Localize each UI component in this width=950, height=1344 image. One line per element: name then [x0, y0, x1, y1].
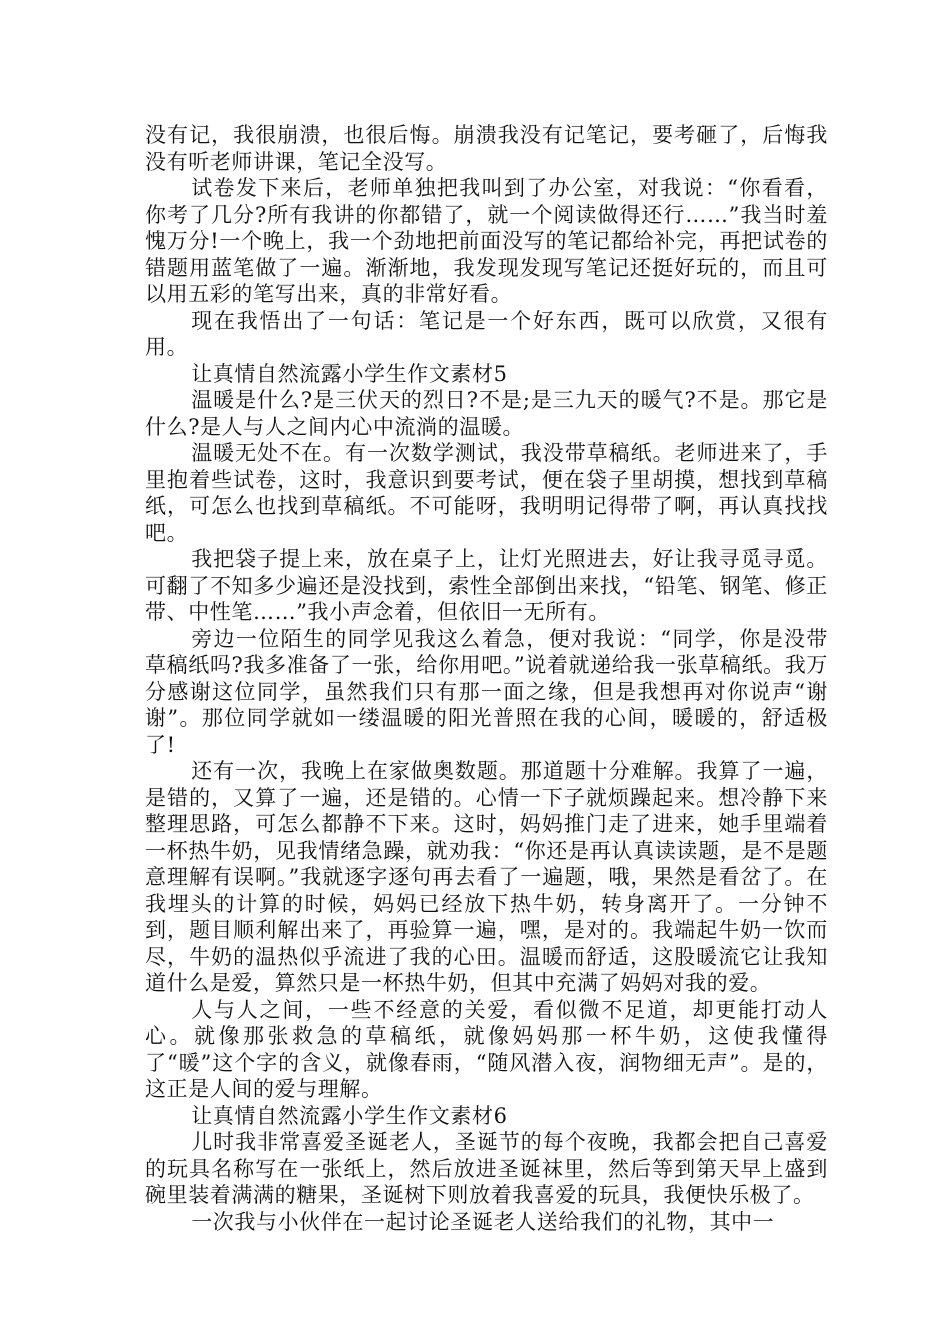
paragraph: 我把袋子提上来，放在桌子上，让灯光照进去，好让我寻觅寻觅。可翻了不知多少遍还是没找到，索性全部倒出来找，“铅笔、钢笔、修正带、中性笔……”我小声念着，但依旧一无所有。 — [145, 547, 828, 624]
document-body — [145, 122, 828, 1235]
paragraph: 旁边一位陌生的同学见我这么着急，便对我说：“同学，你是没带草稿纸吗?我多准备了一张，给你用吧。”说着就递给我一张草稿纸。我万分感谢这位同学，虽然我们只有那一面之缘，但是我想再对你说声“谢谢”。那位同学就如一缕温暖的阳光普照在我的心间，暖暖的，舒适极了! — [145, 626, 828, 757]
paragraph: 现在我悟出了一句话：笔记是一个好东西，既可以欣赏，又很有用。 — [145, 308, 828, 359]
paragraph: 人与人之间，一些不经意的关爱，看似微不足道，却更能打动人心。就像那张救急的草稿纸，就像妈妈那一杯牛奶，这使我懂得了“暖”这个字的含义，就像春雨，“随风潜入夜，润物细无声”。是的，这正是人间的爱与理解。 — [145, 997, 828, 1101]
paragraph: 没有记，我很崩溃，也很后悔。崩溃我没有记笔记，要考砸了，后悔我没有听老师讲课，笔记全没写。 — [145, 123, 828, 174]
paragraph: 儿时我非常喜爱圣诞老人，圣诞节的每个夜晚，我都会把自己喜爱的玩具名称写在一张纸上，然后放进圣诞袜里，然后等到第天早上盛到碗里装着满满的糖果，圣诞树下则放着我喜爱的玩具，我便快乐极了。 — [145, 1130, 828, 1207]
paragraph: 还有一次，我晚上在家做奥数题。那道题十分难解。我算了一遍，是错的，又算了一遍，还是错的。心情一下子就烦躁起来。想冷静下来整理思路，可怎么都静不下来。这时，妈妈推门走了进来，她手里端着一杯热牛奶，见我情绪急躁，就劝我：“你还是再认真读读题，是不是题意理解有误啊。”我就逐字逐句再去看了一遍题，哦，果然是看岔了。在我埋头的计算的时候，妈妈已经放下热牛奶，转身离开了。一分钟不到，题目顺利解出来了，再验算一遍，嘿，是对的。我端起牛奶一饮而尽，牛奶的温热似乎流进了我的心田。温暖而舒适，这股暖流它让我知道什么是爱，算然只是一杯热牛奶，但其中充满了妈妈对我的爱。 — [145, 759, 828, 995]
paragraph: 温暖无处不在。有一次数学测试，我没带草稿纸。老师进来了，手里抱着些试卷，这时，我意识到要考试，便在袋子里胡摸，想找到草稿纸，可怎么也找到草稿纸。不可能呀，我明明记得带了啊，再认真找找吧。 — [145, 441, 828, 545]
paragraph: 一次我与小伙伴在一起讨论圣诞老人送给我们的礼物，其中一 — [191, 1209, 775, 1234]
paragraph: 温暖是什么?是三伏天的烈日?不是;是三九天的暖气?不是。那它是什么?是人与人之间内心中流淌的温暖。 — [145, 388, 828, 439]
section-heading: 让真情自然流露小学生作文素材5 — [191, 361, 508, 386]
paragraph: 试卷发下来后，老师单独把我叫到了办公室，对我说：“你看看，你考了几分?所有我讲的你都错了，就一个阅读做得还行……”我当时羞愧万分!一个晚上，我一个劲地把前面没写的笔记都给补完，再把试卷的错题用蓝笔做了一遍。渐渐地，我发现发现写笔记还挺好玩的，而且可以用五彩的笔写出来，真的非常好看。 — [145, 176, 828, 306]
section-heading: 让真情自然流露小学生作文素材6 — [191, 1103, 508, 1128]
